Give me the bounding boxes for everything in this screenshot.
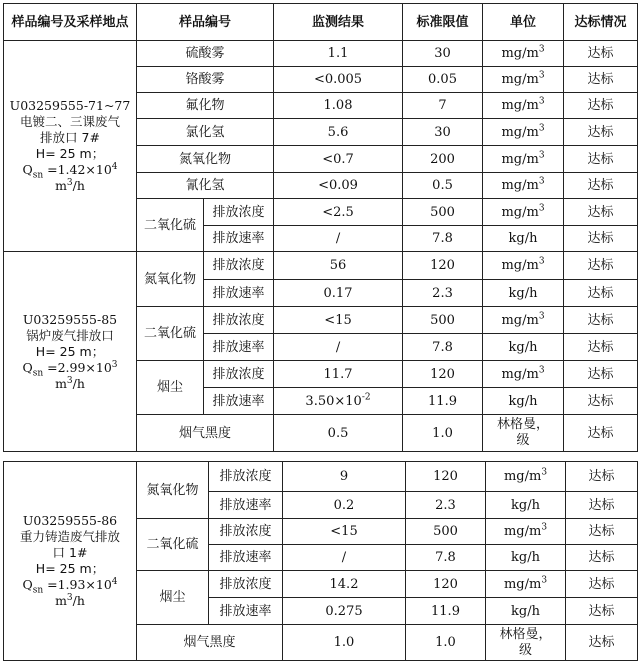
unit-value: $mg/m^3$ xyxy=(486,519,566,545)
status-value: 达标 xyxy=(564,388,638,415)
unit-value: $mg/m^3$ xyxy=(483,361,564,388)
sub-item: 排放速率 xyxy=(204,280,274,307)
unit-value: 林格曼， 级 xyxy=(486,625,566,661)
sub-item: 排放浓度 xyxy=(204,199,274,226)
limit-value: 7.8 xyxy=(403,334,483,361)
limit-value: 1.0 xyxy=(403,415,483,452)
limit-value: 120 xyxy=(406,462,486,492)
status-value: 达标 xyxy=(564,93,638,119)
table-row xyxy=(4,462,638,492)
limit-value: 11.9 xyxy=(403,388,483,415)
item-name: 氟化物 xyxy=(137,93,274,119)
result-value: 0.17 xyxy=(274,280,403,307)
item-name: 烟气黑度 xyxy=(137,415,274,452)
limit-value: 2.3 xyxy=(403,280,483,307)
unit-value: $mg/m^3$ xyxy=(483,307,564,334)
pollutant-name: 氮氧化物 xyxy=(137,462,209,519)
result-value: <0.7 xyxy=(274,146,403,173)
limit-value: 2.3 xyxy=(406,492,486,519)
result-value: 9 xyxy=(283,462,406,492)
sub-item: 排放浓度 xyxy=(204,252,274,280)
unit-value: $mg/m^3$ xyxy=(483,119,564,146)
monitoring-table-lower xyxy=(3,461,638,661)
result-value: 14.2 xyxy=(283,571,406,598)
sample-site-cell: U03259555-71~77 电镀二、三课废气 排放口 7# H= 25 m； $Q_{sn} =1.42\times 10^4$ $m^3/h$ xyxy=(4,41,137,252)
limit-value: 200 xyxy=(403,146,483,173)
status-value: 达标 xyxy=(566,571,638,598)
unit-value: kg/h xyxy=(483,334,564,361)
result-value: <0.09 xyxy=(274,173,403,199)
result-value: <15 xyxy=(283,519,406,545)
result-value: 56 xyxy=(274,252,403,280)
unit-value: $mg/m^3$ xyxy=(483,173,564,199)
status-value: 达标 xyxy=(564,334,638,361)
sub-item: 排放浓度 xyxy=(204,361,274,388)
limit-value: 120 xyxy=(403,252,483,280)
item-name: 氯化氢 xyxy=(137,119,274,146)
unit-value: $mg/m^3$ xyxy=(483,199,564,226)
unit-value: kg/h xyxy=(483,226,564,252)
limit-value: 500 xyxy=(403,199,483,226)
item-name: 铬酸雾 xyxy=(137,67,274,93)
unit-value: $mg/m^3$ xyxy=(483,67,564,93)
result-value: 11.7 xyxy=(274,361,403,388)
header-site: 样品编号及采样地点 xyxy=(4,4,137,41)
pollutant-name: 氮氧化物 xyxy=(137,252,204,307)
status-value: 达标 xyxy=(564,361,638,388)
pollutant-name: 二氧化硫 xyxy=(137,307,204,361)
status-value: 达标 xyxy=(566,598,638,625)
status-value: 达标 xyxy=(564,280,638,307)
sub-item: 排放速率 xyxy=(209,545,283,571)
status-value: 达标 xyxy=(564,252,638,280)
status-value: 达标 xyxy=(564,173,638,199)
sample-site-cell: U03259555-86 重力铸造废气排放 口 1# H= 25 m； $Q_{sn} =1.93\times 10^4$ $m^3/h$ xyxy=(4,462,137,661)
result-value: $3.50\times 10^{-2}$ xyxy=(274,388,403,415)
sub-item: 排放速率 xyxy=(209,598,283,625)
header-sample: 样品编号 xyxy=(137,4,274,41)
status-value: 达标 xyxy=(564,199,638,226)
header-limit: 标准限值 xyxy=(403,4,483,41)
table-row xyxy=(4,252,638,280)
sub-item: 排放速率 xyxy=(204,226,274,252)
sample-site-cell: U03259555-85 锅炉废气排放口 H= 25 m； $Q_{sn} =2.99\times 10^3$ $m^3/h$ xyxy=(4,252,137,452)
limit-value: 120 xyxy=(406,571,486,598)
limit-value: 30 xyxy=(403,41,483,67)
unit-value: $mg/m^3$ xyxy=(483,252,564,280)
sub-item: 排放浓度 xyxy=(209,571,283,598)
result-value: <2.5 xyxy=(274,199,403,226)
sub-item: 排放速率 xyxy=(209,492,283,519)
limit-value: 0.5 xyxy=(403,173,483,199)
limit-value: 30 xyxy=(403,119,483,146)
pollutant-name: 烟尘 xyxy=(137,571,209,625)
limit-value: 500 xyxy=(403,307,483,334)
status-value: 达标 xyxy=(566,492,638,519)
pollutant-name: 烟尘 xyxy=(137,361,204,415)
item-name: 烟气黑度 xyxy=(137,625,283,661)
pollutant-name: 二氧化硫 xyxy=(137,199,204,252)
header-status: 达标情况 xyxy=(564,4,638,41)
status-value: 达标 xyxy=(564,146,638,173)
status-value: 达标 xyxy=(566,625,638,661)
pollutant-name: 二氧化硫 xyxy=(137,519,209,571)
status-value: 达标 xyxy=(564,41,638,67)
header-result: 监测结果 xyxy=(274,4,403,41)
unit-value: $mg/m^3$ xyxy=(483,146,564,173)
limit-value: 7.8 xyxy=(403,226,483,252)
unit-value: kg/h xyxy=(483,388,564,415)
unit-value: $mg/m^3$ xyxy=(483,41,564,67)
limit-value: 11.9 xyxy=(406,598,486,625)
unit-value: kg/h xyxy=(483,280,564,307)
unit-value: kg/h xyxy=(486,598,566,625)
result-value: 0.2 xyxy=(283,492,406,519)
sub-item: 排放速率 xyxy=(204,334,274,361)
sub-item: 排放速率 xyxy=(204,388,274,415)
status-value: 达标 xyxy=(564,119,638,146)
unit-value: $mg/m^3$ xyxy=(483,93,564,119)
status-value: 达标 xyxy=(564,415,638,452)
header-unit: 单位 xyxy=(483,4,564,41)
result-value: 0.275 xyxy=(283,598,406,625)
result-value: 5.6 xyxy=(274,119,403,146)
result-value: / xyxy=(274,226,403,252)
sub-item: 排放浓度 xyxy=(204,307,274,334)
unit-value: $mg/m^3$ xyxy=(486,571,566,598)
table-header-row xyxy=(4,4,638,41)
limit-value: 120 xyxy=(403,361,483,388)
unit-value: kg/h xyxy=(486,492,566,519)
unit-value: 林格曼， 级 xyxy=(483,415,564,452)
sub-item: 排放浓度 xyxy=(209,462,283,492)
limit-value: 500 xyxy=(406,519,486,545)
status-value: 达标 xyxy=(564,67,638,93)
result-value: / xyxy=(283,545,406,571)
status-value: 达标 xyxy=(566,462,638,492)
result-value: <15 xyxy=(274,307,403,334)
item-name: 氮氧化物 xyxy=(137,146,274,173)
table-row xyxy=(4,41,638,67)
limit-value: 7 xyxy=(403,93,483,119)
item-name: 硫酸雾 xyxy=(137,41,274,67)
status-value: 达标 xyxy=(566,519,638,545)
unit-value: kg/h xyxy=(486,545,566,571)
unit-value: $mg/m^3$ xyxy=(486,462,566,492)
result-value: 1.08 xyxy=(274,93,403,119)
result-value: <0.005 xyxy=(274,67,403,93)
item-name: 氰化氢 xyxy=(137,173,274,199)
result-value: 1.0 xyxy=(283,625,406,661)
status-value: 达标 xyxy=(566,545,638,571)
monitoring-table-upper xyxy=(3,3,638,452)
status-value: 达标 xyxy=(564,307,638,334)
limit-value: 7.8 xyxy=(406,545,486,571)
limit-value: 0.05 xyxy=(403,67,483,93)
result-value: 0.5 xyxy=(274,415,403,452)
sub-item: 排放浓度 xyxy=(209,519,283,545)
limit-value: 1.0 xyxy=(406,625,486,661)
result-value: / xyxy=(274,334,403,361)
status-value: 达标 xyxy=(564,226,638,252)
result-value: 1.1 xyxy=(274,41,403,67)
